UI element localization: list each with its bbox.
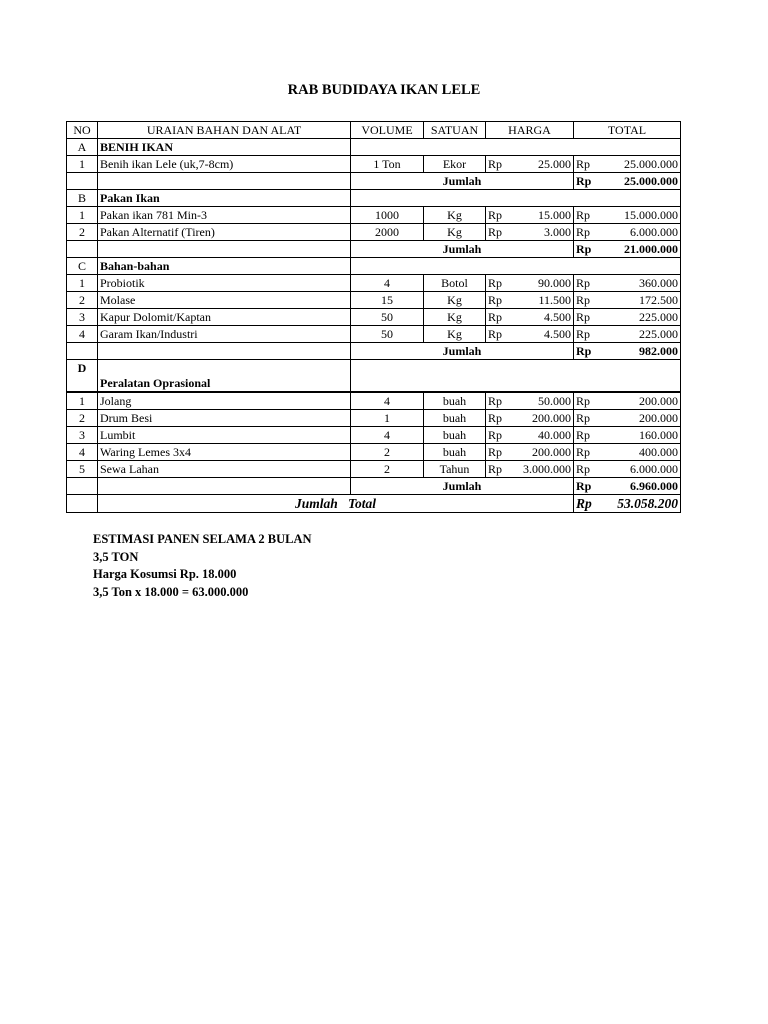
- header-no: NO: [67, 122, 98, 139]
- total-currency: Rp: [574, 156, 609, 173]
- grand-total-value: 53.058.200: [609, 495, 681, 513]
- grand-total-label: Jumlah Total: [98, 495, 574, 513]
- section-header-row: [67, 258, 681, 275]
- item-satuan: Botol: [424, 275, 486, 292]
- item-total: 15.000.000: [609, 207, 681, 224]
- total-currency: Rp: [574, 392, 609, 410]
- item-satuan: Kg: [424, 224, 486, 241]
- empty-cell: [98, 343, 351, 360]
- item-total: 200.000: [609, 410, 681, 427]
- table-row: [67, 309, 681, 326]
- empty-cell: [67, 173, 98, 190]
- item-satuan: buah: [424, 410, 486, 427]
- item-harga: 40.000: [516, 427, 574, 444]
- item-volume: 1 Ton: [351, 156, 424, 173]
- item-uraian: Jolang: [98, 392, 351, 410]
- item-harga: 90.000: [516, 275, 574, 292]
- header-uraian: URAIAN BAHAN DAN ALAT: [98, 122, 351, 139]
- empty-cell: [67, 241, 98, 258]
- section-name: Peralatan Oprasional: [98, 360, 351, 393]
- item-total: 225.000: [609, 326, 681, 343]
- item-harga: 50.000: [516, 392, 574, 410]
- harga-currency: Rp: [486, 427, 516, 444]
- item-total: 200.000: [609, 392, 681, 410]
- harga-currency: Rp: [486, 392, 516, 410]
- item-satuan: Kg: [424, 292, 486, 309]
- item-harga: 11.500: [516, 292, 574, 309]
- item-total: 25.000.000: [609, 156, 681, 173]
- item-total: 6.000.000: [609, 224, 681, 241]
- harga-currency: Rp: [486, 326, 516, 343]
- item-harga: 200.000: [516, 444, 574, 461]
- section-name: Pakan Ikan: [98, 190, 351, 207]
- table-header-row: [67, 122, 681, 139]
- grand-total-currency: Rp: [574, 495, 609, 513]
- item-uraian: Pakan ikan 781 Min-3: [98, 207, 351, 224]
- subtotal-value: 6.960.000: [609, 478, 681, 495]
- item-uraian: Waring Lemes 3x4: [98, 444, 351, 461]
- table-row: [67, 392, 681, 410]
- item-no: 3: [67, 309, 98, 326]
- harga-currency: Rp: [486, 156, 516, 173]
- item-harga: 3.000: [516, 224, 574, 241]
- item-no: 4: [67, 444, 98, 461]
- item-volume: 2: [351, 461, 424, 478]
- item-uraian: Sewa Lahan: [98, 461, 351, 478]
- table-row: [67, 326, 681, 343]
- subtotal-label: Jumlah: [351, 241, 574, 258]
- harga-currency: Rp: [486, 292, 516, 309]
- item-satuan: buah: [424, 444, 486, 461]
- item-no: 1: [67, 392, 98, 410]
- empty-cell: [351, 139, 681, 156]
- item-harga: 4.500: [516, 326, 574, 343]
- total-currency: Rp: [574, 461, 609, 478]
- subtotal-value: 25.000.000: [609, 173, 681, 190]
- subtotal-label: Jumlah: [351, 343, 574, 360]
- header-total: TOTAL: [574, 122, 681, 139]
- item-uraian: Garam Ikan/Industri: [98, 326, 351, 343]
- section-header-row: [67, 360, 681, 393]
- table-row: [67, 410, 681, 427]
- header-volume: VOLUME: [351, 122, 424, 139]
- item-total: 160.000: [609, 427, 681, 444]
- rab-table: [66, 121, 681, 513]
- total-currency: Rp: [574, 224, 609, 241]
- table-row: [67, 427, 681, 444]
- item-total: 225.000: [609, 309, 681, 326]
- item-no: 2: [67, 410, 98, 427]
- empty-cell: [351, 258, 681, 275]
- section-code: B: [67, 190, 98, 207]
- empty-cell: [98, 241, 351, 258]
- harga-currency: Rp: [486, 461, 516, 478]
- item-no: 1: [67, 275, 98, 292]
- item-uraian: Molase: [98, 292, 351, 309]
- document-title: RAB BUDIDAYA IKAN LELE: [287, 82, 481, 98]
- section-code: D: [67, 360, 98, 393]
- subtotal-value: 21.000.000: [609, 241, 681, 258]
- subtotal-currency: Rp: [574, 478, 609, 495]
- harga-currency: Rp: [486, 224, 516, 241]
- item-harga: 15.000: [516, 207, 574, 224]
- item-harga: 200.000: [516, 410, 574, 427]
- subtotal-currency: Rp: [574, 343, 609, 360]
- subtotal-value: 982.000: [609, 343, 681, 360]
- empty-cell: [98, 173, 351, 190]
- subtotal-row: [67, 343, 681, 360]
- section-name: Bahan-bahan: [98, 258, 351, 275]
- item-satuan: Ekor: [424, 156, 486, 173]
- item-volume: 15: [351, 292, 424, 309]
- item-volume: 4: [351, 275, 424, 292]
- empty-cell: [67, 343, 98, 360]
- header-harga: HARGA: [486, 122, 574, 139]
- item-uraian: Kapur Dolomit/Kaptan: [98, 309, 351, 326]
- item-volume: 2000: [351, 224, 424, 241]
- item-no: 2: [67, 224, 98, 241]
- item-volume: 50: [351, 326, 424, 343]
- section-name: BENIH IKAN: [98, 139, 351, 156]
- note-line: Harga Kosumsi Rp. 18.000: [93, 567, 237, 582]
- item-volume: 1: [351, 410, 424, 427]
- total-currency: Rp: [574, 326, 609, 343]
- header-satuan: SATUAN: [424, 122, 486, 139]
- item-satuan: Kg: [424, 207, 486, 224]
- total-currency: Rp: [574, 292, 609, 309]
- item-satuan: Kg: [424, 326, 486, 343]
- total-currency: Rp: [574, 275, 609, 292]
- item-total: 360.000: [609, 275, 681, 292]
- harvest-estimate-notes: [93, 531, 312, 602]
- subtotal-row: [67, 241, 681, 258]
- item-volume: 50: [351, 309, 424, 326]
- subtotal-label: Jumlah: [351, 173, 574, 190]
- total-currency: Rp: [574, 207, 609, 224]
- empty-cell: [67, 495, 98, 513]
- empty-cell: [67, 478, 98, 495]
- subtotal-currency: Rp: [574, 241, 609, 258]
- item-volume: 1000: [351, 207, 424, 224]
- table-row: [67, 207, 681, 224]
- section-code: A: [67, 139, 98, 156]
- grand-total-row: [67, 495, 681, 513]
- total-currency: Rp: [574, 309, 609, 326]
- item-no: 1: [67, 207, 98, 224]
- item-total: 400.000: [609, 444, 681, 461]
- item-uraian: Drum Besi: [98, 410, 351, 427]
- item-satuan: Tahun: [424, 461, 486, 478]
- subtotal-row: [67, 173, 681, 190]
- item-harga: 4.500: [516, 309, 574, 326]
- harga-currency: Rp: [486, 207, 516, 224]
- item-no: 5: [67, 461, 98, 478]
- item-uraian: Pakan Alternatif (Tiren): [98, 224, 351, 241]
- table-row: [67, 444, 681, 461]
- item-no: 4: [67, 326, 98, 343]
- total-currency: Rp: [574, 410, 609, 427]
- section-header-row: [67, 139, 681, 156]
- item-volume: 4: [351, 392, 424, 410]
- item-no: 3: [67, 427, 98, 444]
- item-volume: 4: [351, 427, 424, 444]
- note-line: ESTIMASI PANEN SELAMA 2 BULAN: [93, 532, 312, 546]
- section-code: C: [67, 258, 98, 275]
- item-uraian: Benih ikan Lele (uk,7-8cm): [98, 156, 351, 173]
- item-harga: 25.000: [516, 156, 574, 173]
- item-uraian: Lumbit: [98, 427, 351, 444]
- table-row: [67, 156, 681, 173]
- item-satuan: Kg: [424, 309, 486, 326]
- item-satuan: buah: [424, 392, 486, 410]
- item-harga: 3.000.000: [516, 461, 574, 478]
- item-no: 2: [67, 292, 98, 309]
- item-satuan: buah: [424, 427, 486, 444]
- item-total: 6.000.000: [609, 461, 681, 478]
- subtotal-label: Jumlah: [351, 478, 574, 495]
- item-uraian: Probiotik: [98, 275, 351, 292]
- subtotal-currency: Rp: [574, 173, 609, 190]
- empty-cell: [98, 478, 351, 495]
- item-volume: 2: [351, 444, 424, 461]
- harga-currency: Rp: [486, 275, 516, 292]
- table-row: [67, 224, 681, 241]
- table-row: [67, 461, 681, 478]
- table-row: [67, 275, 681, 292]
- harga-currency: Rp: [486, 309, 516, 326]
- section-header-row: [67, 190, 681, 207]
- subtotal-row: [67, 478, 681, 495]
- table-row: [67, 292, 681, 309]
- total-currency: Rp: [574, 427, 609, 444]
- harga-currency: Rp: [486, 444, 516, 461]
- empty-cell: [351, 360, 681, 393]
- note-line: 3,5 TON: [93, 549, 139, 564]
- item-total: 172.500: [609, 292, 681, 309]
- item-no: 1: [67, 156, 98, 173]
- harga-currency: Rp: [486, 410, 516, 427]
- note-line: 3,5 Ton x 18.000 = 63.000.000: [93, 585, 249, 600]
- total-currency: Rp: [574, 444, 609, 461]
- empty-cell: [351, 190, 681, 207]
